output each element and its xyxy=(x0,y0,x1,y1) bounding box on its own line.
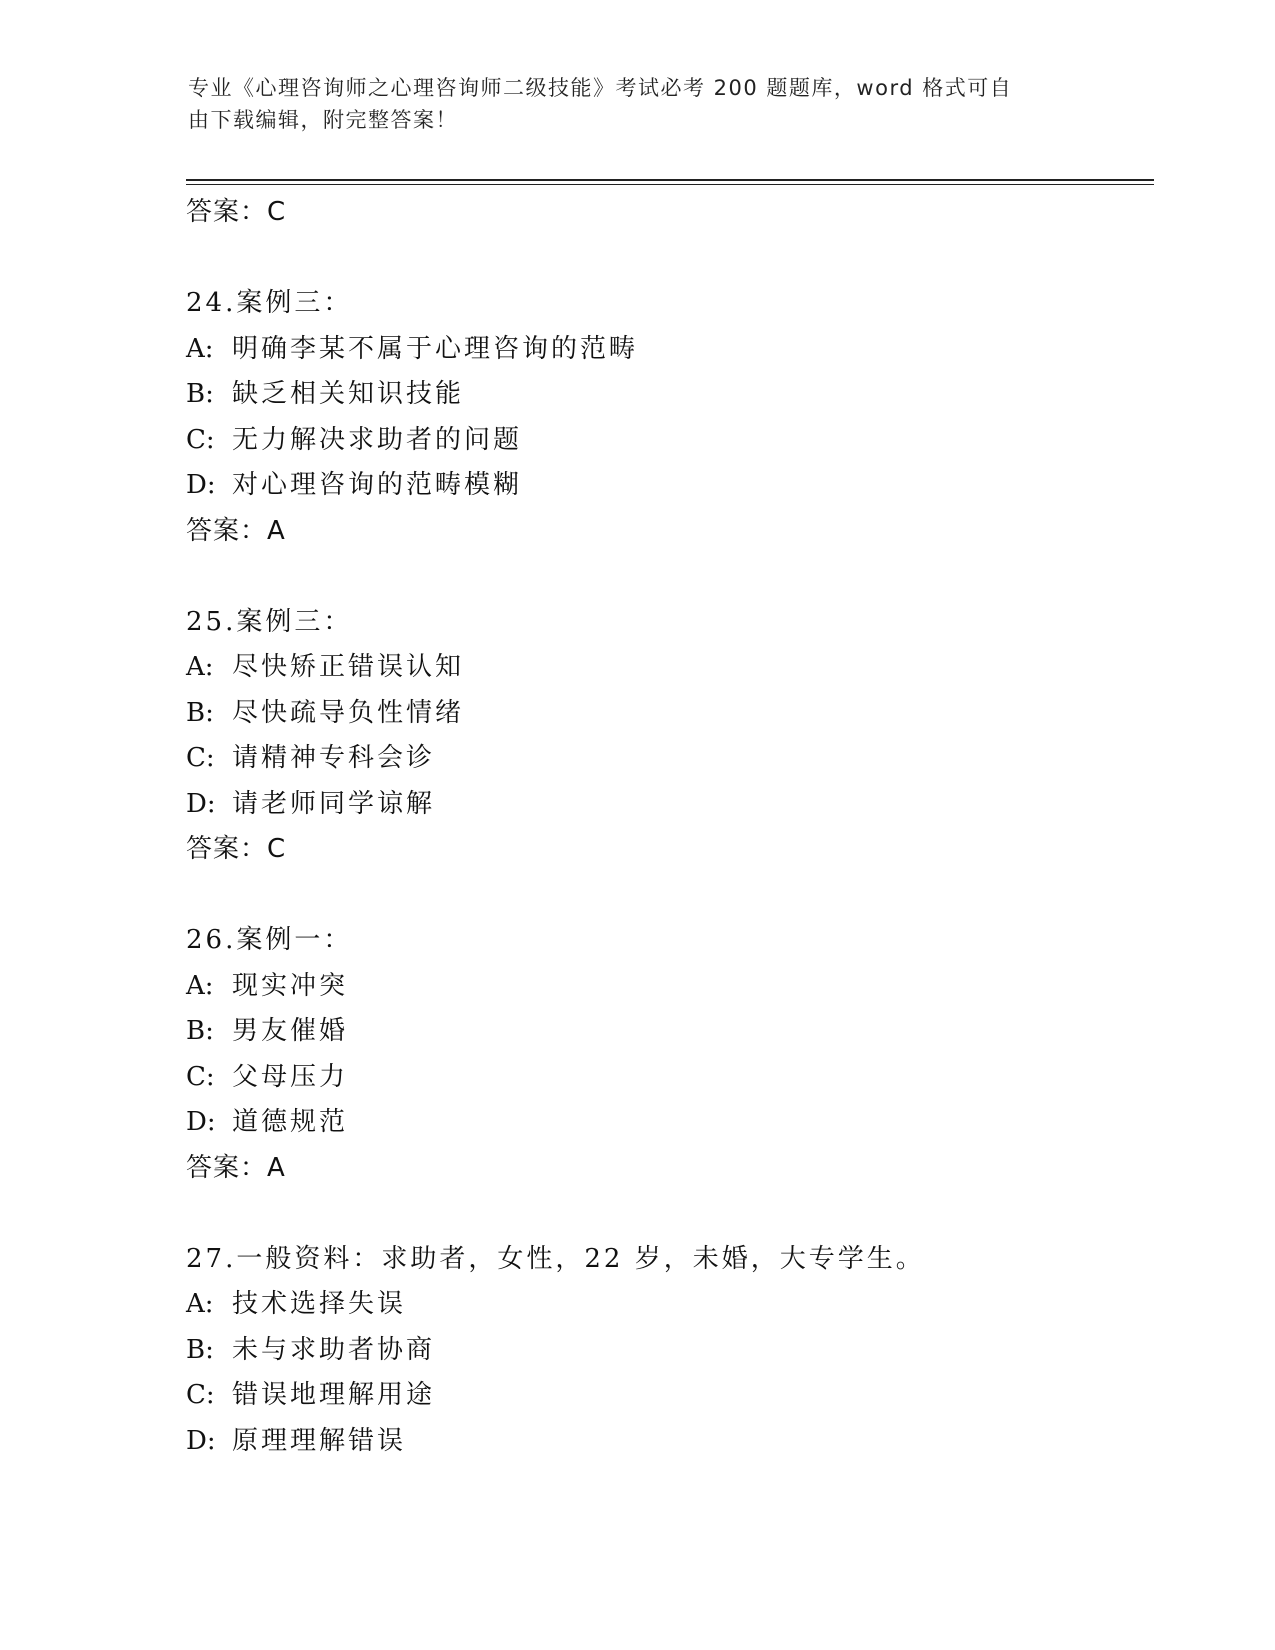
previous-answer: 答案：C xyxy=(186,197,287,227)
question-block xyxy=(186,281,1146,554)
question-block xyxy=(186,600,1146,873)
option-d xyxy=(186,782,1146,828)
option-b xyxy=(186,1009,1146,1055)
question-block xyxy=(186,1237,1146,1465)
spacer xyxy=(186,873,1146,919)
option-a xyxy=(186,964,1146,1010)
header-line-1: 专业《心理咨询师之心理咨询师二级技能》考试必考 200 题题库，word 格式可自 xyxy=(188,76,1013,100)
spacer xyxy=(186,236,1146,282)
question-list xyxy=(186,190,1146,1464)
question-title: 27.一般资料：求助者，女性，22 岁，未婚，大专学生。 xyxy=(186,1243,925,1274)
option-text: 未与求助者协商 xyxy=(232,1334,436,1365)
header-line-2: 由下载编辑，附完整答案！ xyxy=(188,108,458,132)
option-d xyxy=(186,1419,1146,1465)
option-letter: B: xyxy=(186,697,214,728)
option-b xyxy=(186,1328,1146,1374)
header-rule-thick xyxy=(186,179,1154,181)
option-c xyxy=(186,736,1146,782)
question-title: 25.案例三： xyxy=(186,606,353,637)
option-text: 现实冲突 xyxy=(232,970,349,1001)
option-c xyxy=(186,418,1146,464)
option-text: 无力解决求助者的问题 xyxy=(232,424,523,455)
option-letter: D: xyxy=(186,788,216,819)
option-text: 尽快疏导负性情绪 xyxy=(232,697,465,728)
option-letter: C: xyxy=(186,424,215,455)
option-text: 原理理解错误 xyxy=(232,1425,407,1456)
option-text: 尽快矫正错误认知 xyxy=(232,652,465,682)
option-letter: D: xyxy=(186,1425,216,1456)
option-a xyxy=(186,1282,1146,1328)
option-c xyxy=(186,1373,1146,1419)
option-text: 对心理咨询的范畴模糊 xyxy=(232,470,523,500)
option-text: 道德规范 xyxy=(232,1107,349,1137)
option-a xyxy=(186,645,1146,691)
option-c xyxy=(186,1055,1146,1101)
option-text: 缺乏相关知识技能 xyxy=(232,379,465,409)
spacer xyxy=(186,1191,1146,1237)
option-b xyxy=(186,691,1146,737)
option-letter: B: xyxy=(186,1334,214,1365)
option-letter: D: xyxy=(186,1107,216,1137)
option-letter: D: xyxy=(186,470,216,500)
option-letter: A: xyxy=(186,970,214,1001)
option-text: 请老师同学谅解 xyxy=(232,788,436,819)
option-text: 男友催婚 xyxy=(232,1016,349,1046)
option-text: 错误地理解用途 xyxy=(232,1380,436,1410)
option-letter: A: xyxy=(186,1289,214,1319)
option-text: 技术选择失误 xyxy=(232,1289,407,1319)
question-block xyxy=(186,918,1146,1191)
answer-line: 答案：A xyxy=(186,1152,286,1183)
question-title: 24.案例三： xyxy=(186,288,353,318)
header-rule-thin xyxy=(186,184,1154,185)
option-a xyxy=(186,327,1146,373)
option-d xyxy=(186,1100,1146,1146)
option-letter: C: xyxy=(186,1061,215,1092)
option-text: 父母压力 xyxy=(232,1061,349,1092)
answer-line: 答案：C xyxy=(186,834,287,864)
option-letter: A: xyxy=(186,333,214,364)
option-letter: A: xyxy=(186,652,214,682)
spacer xyxy=(186,554,1146,600)
option-letter: B: xyxy=(186,1016,214,1046)
option-letter: C: xyxy=(186,743,215,773)
option-letter: B: xyxy=(186,379,214,409)
option-text: 明确李某不属于心理咨询的范畴 xyxy=(232,333,639,364)
option-letter: C: xyxy=(186,1380,215,1410)
option-b xyxy=(186,372,1146,418)
page-header xyxy=(188,72,1088,136)
option-d xyxy=(186,463,1146,509)
answer-line: 答案：A xyxy=(186,515,286,546)
question-title: 26.案例一： xyxy=(186,925,353,955)
option-text: 请精神专科会诊 xyxy=(232,743,436,773)
